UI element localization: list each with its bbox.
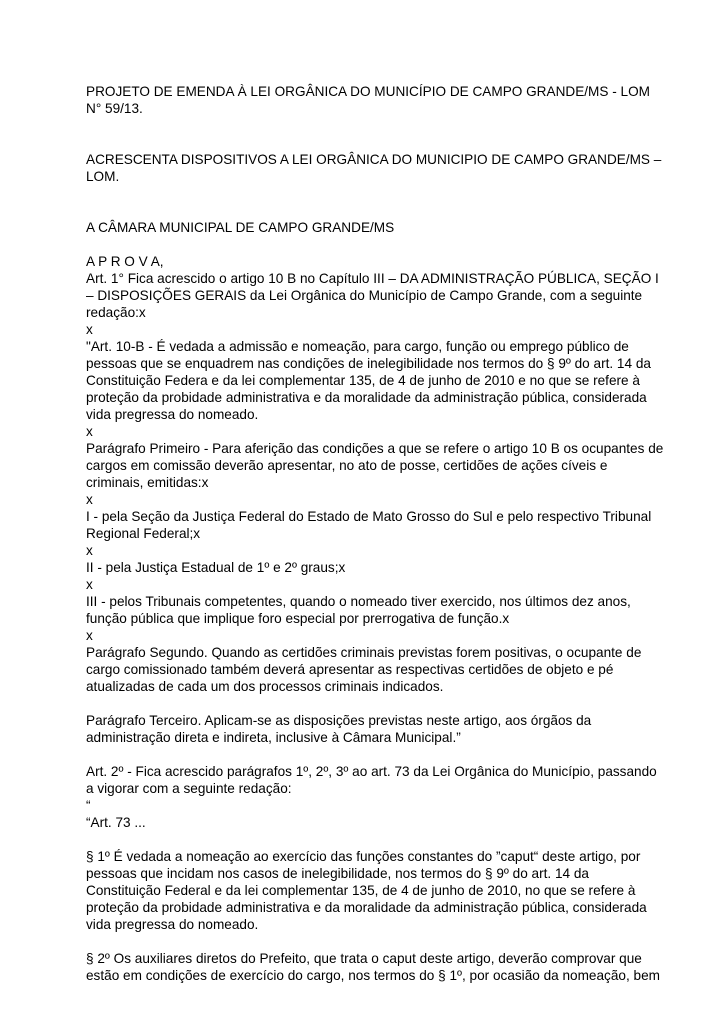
paragraph-first: Parágrafo Primeiro - Para aferição das condições a que se refere o artigo 10 B os ocupantes de cargos em comissão deverão apresentar, no ato de posse, certidões de ações cíveis e criminais, emitidas:x	[86, 441, 664, 490]
marker-x: x	[86, 577, 93, 592]
spacer	[86, 236, 664, 253]
marker-x: x	[86, 543, 93, 558]
spacer	[86, 695, 664, 712]
spacer	[86, 185, 664, 219]
paragraph-second: Parágrafo Segundo. Quando as certidões criminais previstas forem positivas, o ocupante de cargo comissionado também deverá apresentar as respectivas certidões de objeto e pé atualizadas de cada um dos processos criminais indicados.	[86, 645, 642, 694]
marker-x: x	[86, 424, 93, 439]
article-2: Art. 2º - Fica acrescido parágrafos 1º, 2º, 3º ao art. 73 da Lei Orgânica do Município, passando a vigorar com a seguinte redação:	[86, 764, 657, 796]
spacer	[86, 933, 664, 950]
article-73: “Art. 73 ...	[86, 815, 146, 830]
item-iii: III - pelos Tribunais competentes, quando o nomeado tiver exercido, nos últimos dez anos, função pública que implique foro especial por prerrogativa de função.x	[86, 594, 631, 626]
item-i: I - pela Seção da Justiça Federal do Estado de Mato Grosso do Sul e pelo respectivo Tribunal Regional Federal;x	[86, 509, 652, 541]
section-2: § 2º Os auxiliares diretos do Prefeito, que trata o caput deste artigo, deverão comprovar que estão em condições de exercício do cargo, nos termos do § 1º, por ocasião da nomeação, bem	[86, 951, 660, 983]
paragraph-third: Parágrafo Terceiro. Aplicam-se as disposições previstas neste artigo, aos órgãos da administração direta e indireta, inclusive à Câmara Municipal.”	[86, 713, 592, 745]
ementa: ACRESCENTA DISPOSITIVOS A LEI ORGÂNICA DO MUNICIPIO DE CAMPO GRANDE/MS – LOM.	[86, 152, 662, 184]
spacer	[86, 746, 664, 763]
marker-x: x	[86, 492, 93, 507]
article-1: Art. 1° Fica acrescido o artigo 10 B no Capítulo III – DA ADMINISTRAÇÃO PÚBLICA, SEÇÃO I – DISPOSIÇÕES GERAIS da Lei Orgânica do Município de Campo Grande, com a seguinte redação:x	[86, 271, 659, 320]
spacer	[86, 117, 664, 151]
open-quote: “	[86, 798, 91, 813]
marker-x: x	[86, 628, 93, 643]
item-ii: II - pela Justiça Estadual de 1º e 2º graus;x	[86, 560, 346, 575]
aprova-heading: A P R O V A,	[86, 254, 164, 269]
document-page	[86, 83, 664, 984]
marker-x: x	[86, 322, 93, 337]
document-title: PROJETO DE EMENDA À LEI ORGÂNICA DO MUNICÍPIO DE CAMPO GRANDE/MS - LOM N° 59/13.	[86, 84, 650, 116]
article-10b: "Art. 10-B - É vedada a admissão e nomeação, para cargo, função ou emprego público de pessoas que se enquadrem nas condições de inelegibilidade nos termos do § 9º do art. 14 da Constituição Federa e da lei complementar 135, de 4 de junho de 2010 e no que se refere à proteção da probidade administrativa e da moralidade da administração pública, considerada vida pregressa do nomeado.	[86, 339, 651, 422]
spacer	[86, 831, 664, 848]
preamble: A CÂMARA MUNICIPAL DE CAMPO GRANDE/MS	[86, 220, 395, 235]
section-1: § 1º É vedada a nomeação ao exercício das funções constantes do ”caput“ deste artigo, por pessoas que incidam nos casos de inelegibilidade, nos termos do § 9º do art. 14 da Constituição Federal e da lei complementar 135, de 4 de junho de 2010, no que se refere à proteção da probidade administrativa e da moralidade da administração pública, considerada vida pregressa do nomeado.	[86, 849, 647, 932]
